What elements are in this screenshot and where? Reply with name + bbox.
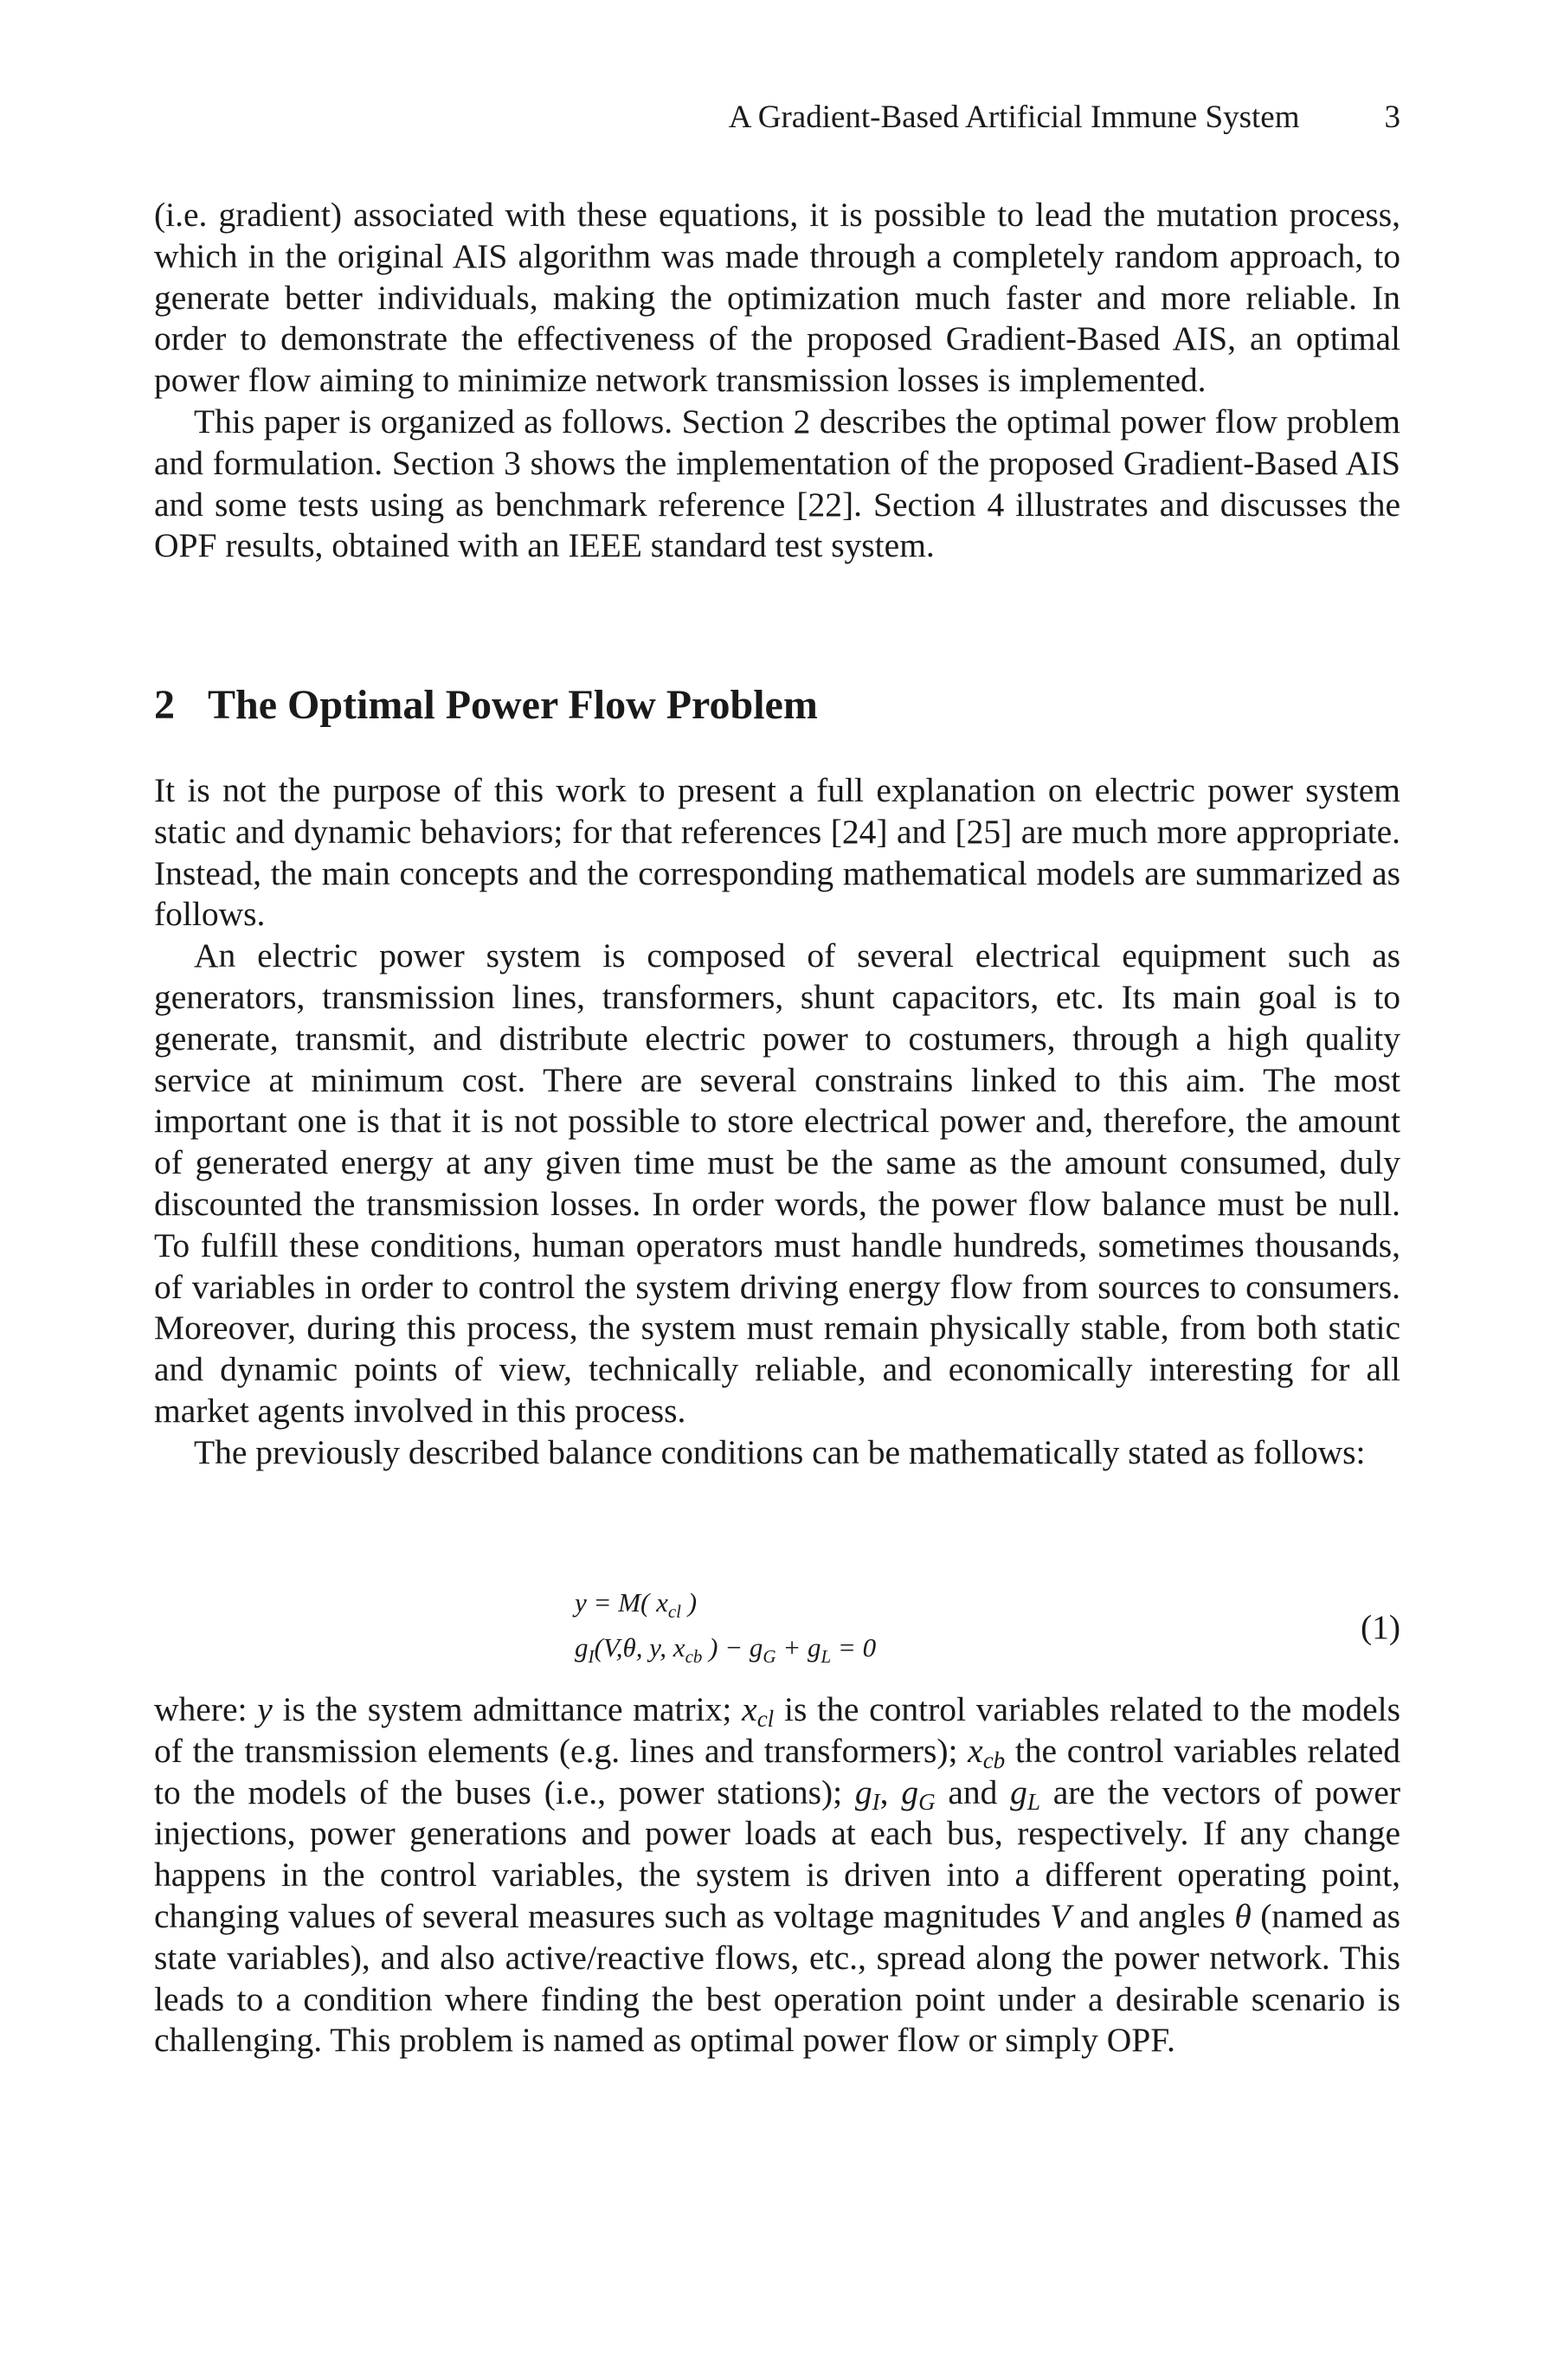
eq-M: M <box>618 1587 641 1618</box>
eq-x-sub-cl: cl <box>667 1601 682 1622</box>
where-text-block <box>154 1689 1400 2062</box>
equation-lines <box>575 1580 876 1670</box>
var-x-cb: x <box>968 1731 983 1770</box>
section-number: 2 <box>154 682 175 728</box>
equation-1 <box>154 1580 1400 1676</box>
eq-y: y <box>575 1587 587 1618</box>
eq-gL: g <box>807 1632 821 1663</box>
section-paragraph-3: The previously described balance conditions can be mathematically stated as follows: <box>194 1432 1366 1471</box>
section-paragraph-1: It is not the purpose of this work to present a full explanation on electric power system static and dynamic behaviors; for that references [24] and [25] are much more appropriate. Instead, the main concepts and the corresponding mathematical models are summarized as follows. <box>154 771 1400 934</box>
eq-close-paren: ) <box>681 1587 698 1618</box>
where-paragraph: where: y is the system admittance matrix; $x_{cl}$ is the control variables related to the models of the transmission elements (e.g. lines and transformers); $x_{cb}$ the control variables related to the models of the buses (i.e., power stations); $g_I$, $g_G$ and $g_L$ are the vectors of power injections, power generations and power loads at each bus, respectively. If any change happens in the control variables, the system is driven into a different operating point, changing values of several measures such as voltage magnitudes V and angles θ (named as state variables), and also active/reactive flows, etc., spread along the power network. This leads to a condition where finding the best operation point under a desirable scenario is challenging. This problem is named as optimal power flow or simply OPF. <box>154 1690 1401 2060</box>
eq-plus: + <box>776 1632 808 1663</box>
equation-line-1 <box>575 1580 876 1625</box>
section-paragraph-2: An electric power system is composed of several electrical equipment such as generators, transmission lines, transformers, shunt capacitors, etc. Its main goal is to generate, transmit, and distribute electric power to costumers, through a high quality service at minimum cost. There are several constrains linked to this aim. The most important one is that it is not possible to store electrical power and, therefore, the amount of generated energy at any given time must be the same as the amount consumed, duly discounted the transmission losses. In order words, the power flow balance must be null. To fulfill these conditions, human operators must handle hundreds, sometimes thousands, of variables in order to control the system driving energy flow from sources to consumers. Moreover, during this process, the system must remain physically stable, from both static and dynamic points of view, technically reliable, and economically interesting for all market agents involved in this process. <box>154 936 1400 1430</box>
eq-gG: g <box>749 1632 763 1663</box>
running-head-title: A Gradient-Based Artificial Immune System <box>728 100 1300 135</box>
eq-open-paren: ( <box>640 1587 657 1618</box>
eq-equals: = <box>586 1587 619 1618</box>
eq-x: x <box>656 1587 668 1618</box>
running-head <box>154 97 1400 138</box>
section-text-block <box>154 770 1400 1474</box>
eq-args-close: ) <box>702 1632 718 1663</box>
var-theta: θ <box>1234 1896 1252 1935</box>
eq-x-sub-cb: cb <box>685 1646 703 1667</box>
intro-text-block <box>154 195 1400 567</box>
section-heading <box>154 679 1400 731</box>
var-g-I: g <box>854 1772 872 1811</box>
eq-g: g <box>575 1632 589 1663</box>
var-V: V <box>1049 1896 1072 1935</box>
var-y: y <box>257 1690 273 1728</box>
equation-line-2 <box>575 1625 876 1670</box>
section-title: The Optimal Power Flow Problem <box>208 682 818 728</box>
eq-g-sub-L: L <box>821 1646 832 1667</box>
var-x-cl: x <box>742 1690 757 1728</box>
eq-minus: − <box>718 1632 750 1663</box>
eq-args-open: (V,θ, y, <box>594 1632 673 1663</box>
var-g-L: g <box>1010 1772 1027 1811</box>
equation-number: (1) <box>1360 1608 1400 1646</box>
eq-rhs: = 0 <box>831 1632 877 1663</box>
intro-paragraph-1: (i.e. gradient) associated with these equations, it is possible to lead the mutation process, which in the original AIS algorithm was made through a completely random approach, to generate better individuals, making the optimization much faster and more reliable. In order to demonstrate the effectiveness of the proposed Gradient-Based AIS, an optimal power flow aiming to minimize network transmission losses is implemented. <box>154 196 1400 400</box>
eq-g-sub-G: G <box>763 1646 776 1667</box>
var-g-G: g <box>901 1772 919 1811</box>
page-number: 3 <box>1384 100 1400 135</box>
intro-paragraph-2: This paper is organized as follows. Section 2 describes the optimal power flow problem and formulation. Section 3 shows the implementation of the proposed Gradient-Based AIS and some tests using as benchmark reference [22]. Section 4 illustrates and discusses the OPF results, obtained with an IEEE standard test system. <box>154 402 1400 565</box>
eq-g-sub-I: I <box>588 1646 595 1667</box>
eq-x2: x <box>673 1632 685 1663</box>
